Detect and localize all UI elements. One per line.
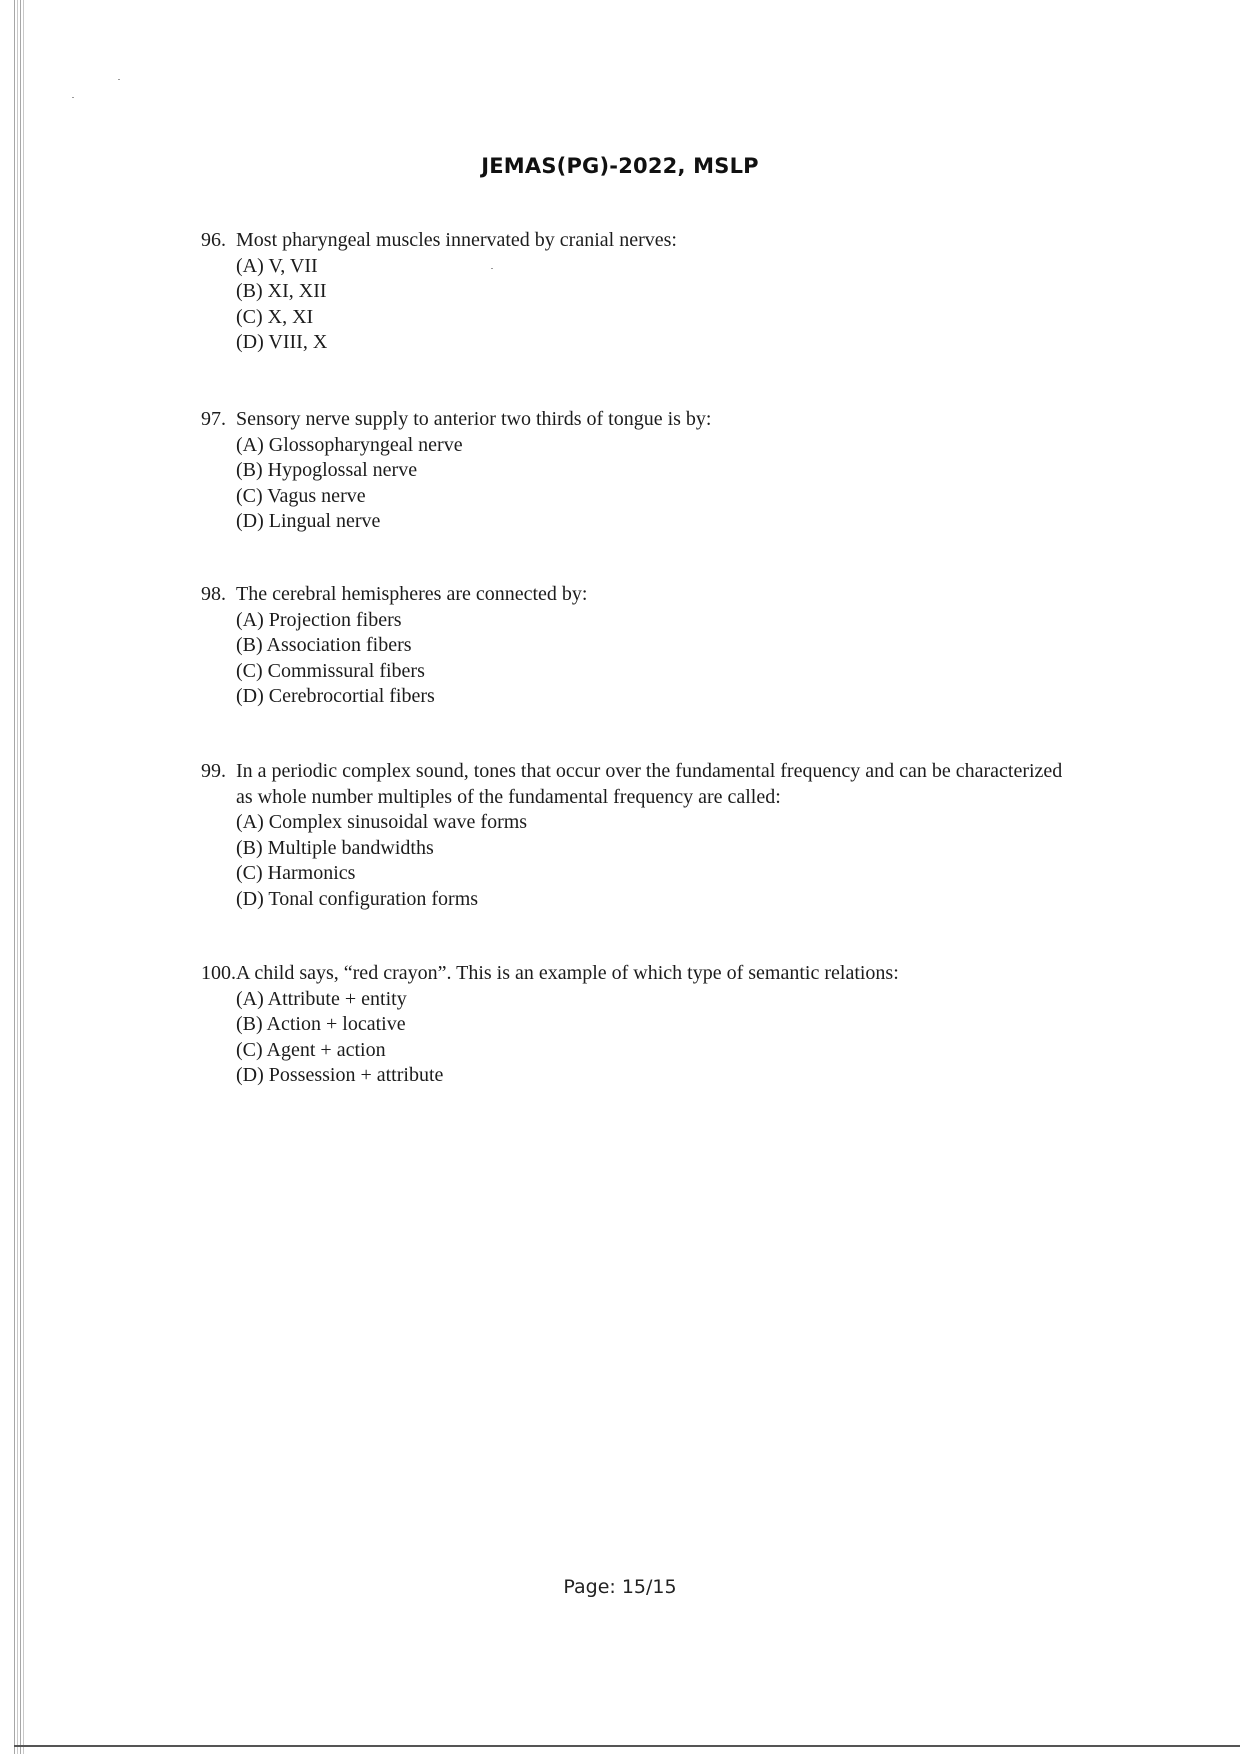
options-list: [236, 987, 1081, 1089]
options-list: [236, 810, 1081, 912]
option-c: (C) Harmonics: [236, 862, 356, 884]
bottom-rule: [14, 1745, 1240, 1747]
question-97: [201, 407, 1081, 535]
option-d: (D) VIII, X: [236, 331, 328, 353]
question-100: [201, 961, 1081, 1089]
question-number: 99.: [201, 760, 226, 782]
question-number: 98.: [201, 583, 226, 605]
option-a: (A) Attribute + entity: [236, 987, 407, 1010]
option-a: (A) Complex sinusoidal wave forms: [236, 811, 528, 833]
option-d: (D) Lingual nerve: [236, 510, 381, 532]
page-title: JEMAS(PG)-2022, MSLP: [481, 154, 759, 178]
option-c: (C) X, XI: [236, 305, 314, 328]
options-list: [236, 608, 1081, 710]
question-98: [201, 582, 1081, 710]
question-number: 96.: [201, 229, 226, 251]
option-a: (A) Glossopharyngeal nerve: [236, 433, 463, 456]
question-text: The cerebral hemispheres are connected by:: [236, 583, 588, 605]
question-text: Sensory nerve supply to anterior two thirds of tongue is by:: [236, 408, 712, 430]
option-c: (C) Vagus nerve: [236, 484, 366, 507]
option-b: (B) Association fibers: [236, 634, 412, 656]
question-99: [201, 759, 1081, 912]
question-text: In a periodic complex sound, tones that occur over the fundamental frequency and can be characterized as whole number multiples of the fundamental frequency are called:: [236, 760, 1063, 808]
option-b: (B) Action + locative: [236, 1013, 406, 1035]
option-b: (B) Multiple bandwidths: [236, 836, 434, 859]
scan-edge-artifact: [14, 0, 26, 1754]
question-text: Most pharyngeal muscles innervated by cranial nerves:: [236, 229, 677, 251]
options-list: [236, 433, 1081, 535]
question-number: 97.: [201, 408, 226, 430]
question-number: 100.: [201, 962, 236, 984]
option-d: (D) Possession + attribute: [236, 1064, 444, 1086]
option-c: (C) Commissural fibers: [236, 659, 425, 682]
options-list: [236, 254, 1081, 356]
question-text: A child says, “red crayon”. This is an example of which type of semantic relations:: [236, 962, 899, 984]
option-a: (A) V, VII: [236, 254, 318, 277]
scan-speck: [72, 97, 74, 98]
option-d: (D) Cerebrocortial fibers: [236, 685, 435, 707]
page-number: Page: 15/15: [563, 1576, 677, 1598]
option-b: (B) Hypoglossal nerve: [236, 459, 418, 481]
option-d: (D) Tonal configuration forms: [236, 887, 479, 910]
option-a: (A) Projection fibers: [236, 608, 402, 631]
option-b: (B) XI, XII: [236, 280, 327, 302]
scan-speck: [118, 79, 120, 80]
option-c: (C) Agent + action: [236, 1038, 386, 1061]
question-96: [201, 228, 1081, 356]
